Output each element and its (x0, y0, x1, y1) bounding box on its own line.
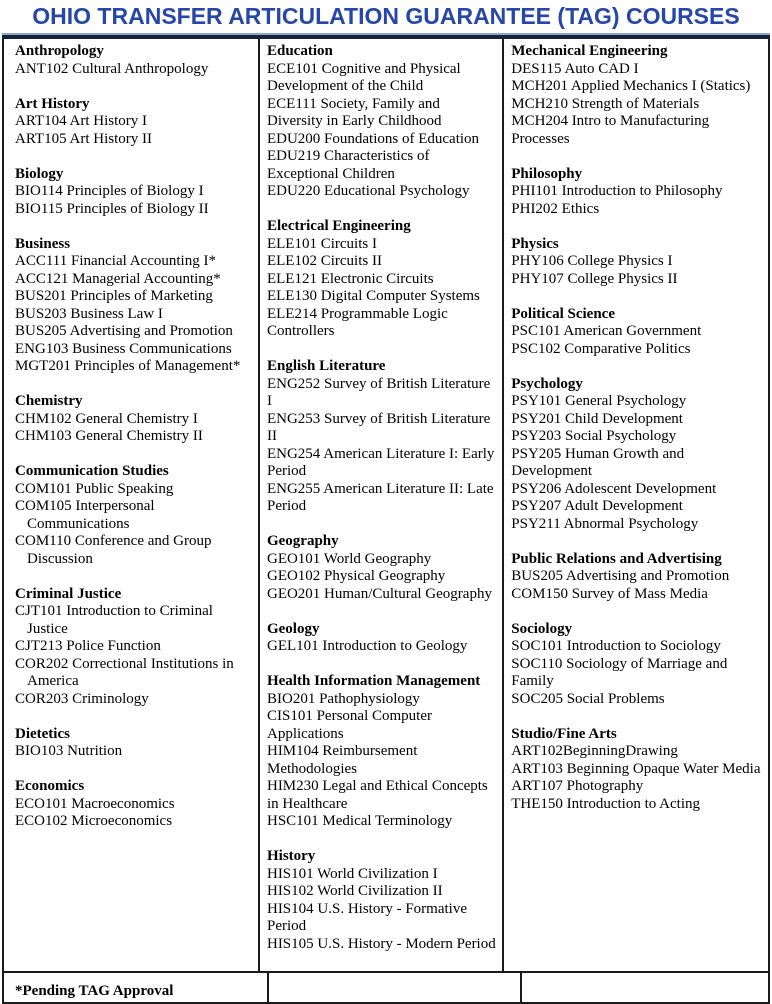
course-item: BIO201 Pathophysiology (266, 690, 420, 707)
section-heading: History (266, 848, 316, 864)
subject-section (15, 236, 252, 376)
subject-section (267, 848, 496, 953)
section-heading: Economics (15, 778, 85, 794)
course-item: ACC121 Managerial Accounting* (15, 270, 221, 287)
course-item: SOC101 Introduction to Sociology (511, 638, 721, 654)
course-item: CIS101 Personal Computer Applications (266, 708, 432, 742)
subject-section (15, 166, 252, 219)
section-heading: Physics (511, 235, 559, 252)
section-heading: Biology (15, 165, 64, 182)
course-item: ACC111 Financial Accounting I* (15, 253, 216, 269)
course-item: COR203 Criminology (15, 690, 149, 707)
course-item: MGT201 Principles of Management* (15, 358, 241, 374)
course-item: ELE102 Circuits II (266, 253, 382, 269)
course-item: ECO102 Microeconomics (15, 813, 173, 829)
section-heading: Public Relations and Advertising (511, 550, 722, 567)
course-item: BUS203 Business Law I (15, 305, 163, 322)
course-item: BIO103 Nutrition (15, 743, 123, 759)
footer-cell-3 (520, 973, 768, 1002)
subject-section (511, 726, 764, 814)
course-item: COM105 Interpersonal Communications (15, 498, 155, 532)
section-heading: Communication Studies (15, 463, 169, 479)
subject-section (511, 306, 764, 359)
course-item: COM150 Survey of Mass Media (511, 585, 708, 602)
subject-section (15, 726, 252, 761)
course-item: EDU219 Characteristics of Exceptional Children (266, 148, 430, 182)
subject-section (511, 166, 764, 219)
course-item: PHI202 Ethics (511, 200, 600, 217)
course-item: BUS201 Principles of Marketing (15, 288, 213, 304)
section-heading: Chemistry (15, 393, 83, 409)
section-heading: Art History (15, 95, 90, 112)
table-column-2 (258, 39, 502, 971)
subject-section (511, 551, 764, 604)
course-item: PSY201 Child Development (511, 410, 683, 427)
course-item: PSC102 Comparative Politics (511, 340, 691, 357)
subject-section (511, 236, 764, 289)
subject-section (15, 43, 252, 78)
section-heading: Criminal Justice (15, 585, 122, 602)
course-item: PSY203 Social Psychology (511, 428, 677, 444)
course-item: EDU200 Foundations of Education (266, 130, 480, 147)
course-item: DES115 Auto CAD I (511, 60, 639, 77)
course-item: EDU220 Educational Psychology (266, 183, 470, 199)
section-heading: Health Information Management (266, 673, 481, 689)
subject-section (15, 586, 252, 709)
course-item: GEL101 Introduction to Geology (266, 638, 468, 654)
course-item: GEO101 World Geography (266, 550, 432, 567)
subject-section (511, 43, 764, 148)
section-heading: Dietetics (15, 725, 70, 742)
course-item: BUS205 Advertising and Promotion (15, 323, 233, 339)
course-item: PSY206 Adolescent Development (511, 480, 717, 497)
course-item: PHY107 College Physics II (511, 270, 678, 287)
table-footer-row (2, 971, 770, 1004)
course-item: ENG253 Survey of British Literature II (266, 410, 491, 444)
course-item: PSY101 General Psychology (511, 393, 687, 409)
course-item: ENG255 American Literature II: Late Period (266, 480, 494, 514)
course-item: HIS104 U.S. History - Formative Period (266, 900, 467, 934)
course-item: ART104 Art History I (15, 113, 148, 129)
subject-section (15, 463, 252, 568)
course-item: BIO114 Principles of Biology I (15, 183, 204, 199)
subject-section (15, 96, 252, 149)
table-body-row (2, 39, 770, 971)
course-item: CJT213 Police Function (15, 638, 161, 654)
section-heading: Psychology (511, 375, 583, 392)
course-item: COR202 Correctional Institutions in America (15, 655, 234, 689)
course-item: PHY106 College Physics I (511, 253, 673, 269)
page-title: OHIO TRANSFER ARTICULATION GUARANTEE (TAG) COURSES (32, 3, 740, 29)
table-column-1 (4, 39, 258, 971)
course-item: HIS105 U.S. History - Modern Period (266, 935, 496, 952)
course-item: ART103 Beginning Opaque Water Media (511, 760, 761, 777)
section-heading: Sociology (511, 620, 573, 637)
course-item: PSY207 Adult Development (511, 498, 683, 514)
course-item: COM110 Conference and Group Discussion (15, 533, 212, 567)
subject-section (267, 621, 496, 656)
course-item: CHM103 General Chemistry II (15, 428, 203, 444)
course-item: ELE214 Programmable Logic Controllers (266, 305, 448, 339)
section-heading: Political Science (511, 305, 615, 322)
subject-section (511, 621, 764, 709)
section-heading: Studio/Fine Arts (511, 725, 617, 742)
course-item: ELE121 Electronic Circuits (266, 270, 434, 287)
section-heading: Mechanical Engineering (511, 43, 668, 59)
subject-section (267, 358, 496, 516)
course-item: ART105 Art History II (15, 130, 153, 147)
section-heading: Electrical Engineering (266, 218, 411, 234)
subject-section (15, 393, 252, 446)
subject-section (15, 778, 252, 831)
course-item: GEO201 Human/Cultural Geography (266, 585, 492, 602)
course-item: PSY211 Abnormal Psychology (511, 515, 699, 532)
section-heading: Philosophy (511, 165, 583, 182)
section-heading: Geology (266, 620, 320, 637)
course-item: HIM104 Reimbursement Methodologies (266, 743, 418, 777)
course-item: PSY205 Human Growth and Development (511, 445, 685, 479)
course-item: ENG254 American Literature I: Early Period (266, 445, 495, 479)
course-item: HIS101 World Civilization I (266, 865, 438, 882)
section-heading: Business (15, 235, 71, 252)
footer-cell-1 (4, 973, 267, 1002)
course-item: ECO101 Macroeconomics (15, 795, 175, 812)
section-heading: English Literature (266, 358, 386, 374)
course-item: MCH201 Applied Mechanics I (Statics) (511, 78, 751, 94)
course-item: ENG252 Survey of British Literature I (266, 375, 491, 409)
course-item: CHM102 General Chemistry I (15, 410, 198, 427)
pending-tag-approval-note: *Pending TAG Approval (15, 983, 174, 999)
course-item: MCH204 Intro to Manufacturing Processes (511, 113, 710, 147)
table-column-3 (502, 39, 768, 971)
course-item: ECE111 Society, Family and Diversity in Early Childhood (266, 95, 442, 129)
course-item: SOC205 Social Problems (511, 690, 665, 707)
section-heading: Geography (266, 533, 339, 549)
course-item: ECE101 Cognitive and Physical Development of the Child (266, 60, 461, 94)
course-item: THE150 Introduction to Acting (511, 795, 700, 812)
course-item: CJT101 Introduction to Criminal Justice (15, 603, 213, 637)
course-item: ART107 Photography (511, 778, 644, 794)
course-item: MCH210 Strength of Materials (511, 95, 700, 112)
section-heading: Education (266, 43, 333, 59)
course-item: ELE130 Digital Computer Systems (266, 288, 480, 304)
footer-cell-2 (267, 973, 520, 1002)
course-item: HIM230 Legal and Ethical Concepts in Healthcare (266, 778, 488, 812)
course-item: HIS102 World Civilization II (266, 883, 443, 899)
course-item: ANT102 Cultural Anthropology (15, 60, 209, 77)
subject-section (267, 673, 496, 831)
course-item: BIO115 Principles of Biology II (15, 200, 209, 217)
course-item: ELE101 Circuits I (266, 235, 377, 252)
course-item: PHI101 Introduction to Philosophy (511, 183, 723, 199)
course-item: GEO102 Physical Geography (266, 568, 446, 584)
course-item: COM101 Public Speaking (15, 480, 174, 497)
course-item: ART102BeginningDrawing (511, 743, 678, 759)
course-item: PSC101 American Government (511, 323, 702, 339)
subject-section (267, 533, 496, 603)
course-item: HSC101 Medical Terminology (266, 813, 453, 829)
section-heading: Anthropology (15, 43, 104, 59)
courses-table (2, 33, 770, 999)
subject-section (267, 43, 496, 201)
subject-section (267, 218, 496, 341)
course-item: SOC110 Sociology of Marriage and Family (511, 655, 728, 689)
subject-section (511, 376, 764, 534)
course-item: BUS205 Advertising and Promotion (511, 568, 730, 584)
course-item: ENG103 Business Communications (15, 340, 232, 357)
